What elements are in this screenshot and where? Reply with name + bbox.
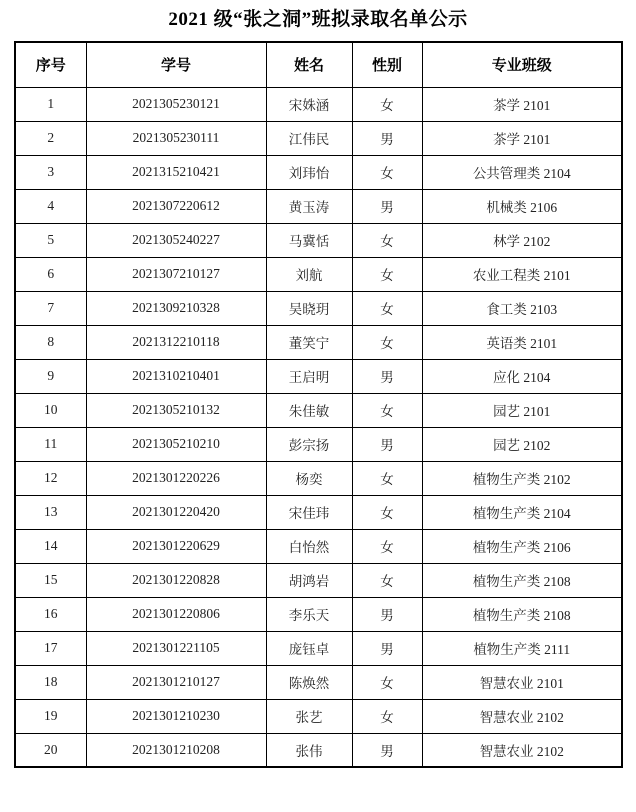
cell-index: 4 — [15, 189, 86, 223]
cell-index: 18 — [15, 665, 86, 699]
cell-gender: 女 — [352, 393, 422, 427]
table-row — [15, 529, 622, 563]
cell-gender: 女 — [352, 155, 422, 189]
cell-major-class: 食工类 2103 — [422, 291, 622, 325]
table-row — [15, 257, 622, 291]
cell-student-id: 2021301221105 — [86, 631, 266, 665]
cell-student-id: 2021301220420 — [86, 495, 266, 529]
cell-index: 11 — [15, 427, 86, 461]
cell-major-class: 智慧农业 2101 — [422, 665, 622, 699]
cell-student-id: 2021305240227 — [86, 223, 266, 257]
cell-name: 刘玮怡 — [266, 155, 352, 189]
cell-gender: 女 — [352, 257, 422, 291]
admission-table-body — [15, 87, 622, 767]
table-row — [15, 461, 622, 495]
cell-gender: 女 — [352, 461, 422, 495]
cell-name: 彭宗扬 — [266, 427, 352, 461]
table-row — [15, 427, 622, 461]
cell-gender: 女 — [352, 291, 422, 325]
cell-index: 9 — [15, 359, 86, 393]
header-gender: 性别 — [352, 42, 422, 87]
cell-gender: 男 — [352, 427, 422, 461]
table-header — [15, 42, 622, 87]
cell-name: 刘航 — [266, 257, 352, 291]
cell-index: 12 — [15, 461, 86, 495]
header-major-class: 专业班级 — [422, 42, 622, 87]
cell-student-id: 2021301210127 — [86, 665, 266, 699]
cell-index: 15 — [15, 563, 86, 597]
cell-name: 张伟 — [266, 733, 352, 767]
cell-student-id: 2021305230111 — [86, 121, 266, 155]
cell-index: 3 — [15, 155, 86, 189]
cell-name: 朱佳敏 — [266, 393, 352, 427]
cell-major-class: 林学 2102 — [422, 223, 622, 257]
cell-name: 宋姝涵 — [266, 87, 352, 121]
page-title: 2021 级“张之洞”班拟录取名单公示 — [168, 9, 468, 30]
table-row — [15, 597, 622, 631]
cell-student-id: 2021310210401 — [86, 359, 266, 393]
cell-gender: 女 — [352, 223, 422, 257]
cell-major-class: 植物生产类 2104 — [422, 495, 622, 529]
cell-name: 董笑宁 — [266, 325, 352, 359]
cell-index: 20 — [15, 733, 86, 767]
table-row — [15, 631, 622, 665]
cell-student-id: 2021301220828 — [86, 563, 266, 597]
cell-student-id: 2021315210421 — [86, 155, 266, 189]
cell-major-class: 英语类 2101 — [422, 325, 622, 359]
cell-index: 14 — [15, 529, 86, 563]
table-row — [15, 121, 622, 155]
cell-major-class: 机械类 2106 — [422, 189, 622, 223]
cell-student-id: 2021305210210 — [86, 427, 266, 461]
cell-name: 宋佳玮 — [266, 495, 352, 529]
cell-gender: 女 — [352, 665, 422, 699]
cell-gender: 女 — [352, 699, 422, 733]
cell-name: 白怡然 — [266, 529, 352, 563]
table-row — [15, 495, 622, 529]
table-row — [15, 393, 622, 427]
header-index: 序号 — [15, 42, 86, 87]
cell-name: 杨奕 — [266, 461, 352, 495]
cell-major-class: 公共管理类 2104 — [422, 155, 622, 189]
cell-major-class: 智慧农业 2102 — [422, 699, 622, 733]
table-row — [15, 359, 622, 393]
cell-gender: 女 — [352, 495, 422, 529]
cell-name: 张艺 — [266, 699, 352, 733]
header-student-id: 学号 — [86, 42, 266, 87]
cell-name: 黄玉涛 — [266, 189, 352, 223]
cell-index: 6 — [15, 257, 86, 291]
cell-major-class: 植物生产类 2106 — [422, 529, 622, 563]
cell-index: 17 — [15, 631, 86, 665]
cell-gender: 女 — [352, 529, 422, 563]
cell-index: 19 — [15, 699, 86, 733]
table-row — [15, 223, 622, 257]
cell-gender: 男 — [352, 189, 422, 223]
cell-student-id: 2021305230121 — [86, 87, 266, 121]
cell-major-class: 智慧农业 2102 — [422, 733, 622, 767]
table-row — [15, 699, 622, 733]
cell-name: 江伟民 — [266, 121, 352, 155]
cell-name: 庞钰卓 — [266, 631, 352, 665]
cell-index: 7 — [15, 291, 86, 325]
cell-gender: 女 — [352, 563, 422, 597]
cell-student-id: 2021312210118 — [86, 325, 266, 359]
cell-name: 王启明 — [266, 359, 352, 393]
admission-table — [14, 41, 623, 768]
cell-student-id: 2021307220612 — [86, 189, 266, 223]
cell-index: 8 — [15, 325, 86, 359]
cell-gender: 男 — [352, 631, 422, 665]
cell-index: 13 — [15, 495, 86, 529]
cell-major-class: 植物生产类 2108 — [422, 597, 622, 631]
header-name: 姓名 — [266, 42, 352, 87]
cell-major-class: 园艺 2101 — [422, 393, 622, 427]
table-row — [15, 87, 622, 121]
cell-index: 2 — [15, 121, 86, 155]
cell-major-class: 茶学 2101 — [422, 121, 622, 155]
cell-gender: 男 — [352, 597, 422, 631]
cell-major-class: 茶学 2101 — [422, 87, 622, 121]
cell-gender: 男 — [352, 359, 422, 393]
table-row — [15, 563, 622, 597]
header-row — [15, 42, 622, 87]
cell-student-id: 2021301220806 — [86, 597, 266, 631]
table-row — [15, 733, 622, 767]
cell-student-id: 2021309210328 — [86, 291, 266, 325]
cell-name: 陈焕然 — [266, 665, 352, 699]
table-row — [15, 189, 622, 223]
cell-major-class: 植物生产类 2102 — [422, 461, 622, 495]
cell-name: 李乐天 — [266, 597, 352, 631]
cell-gender: 女 — [352, 325, 422, 359]
cell-name: 胡鸿岩 — [266, 563, 352, 597]
cell-name: 吴晓玥 — [266, 291, 352, 325]
cell-student-id: 2021301220226 — [86, 461, 266, 495]
cell-major-class: 农业工程类 2101 — [422, 257, 622, 291]
cell-student-id: 2021301210208 — [86, 733, 266, 767]
cell-index: 5 — [15, 223, 86, 257]
cell-major-class: 园艺 2102 — [422, 427, 622, 461]
table-row — [15, 665, 622, 699]
table-row — [15, 155, 622, 189]
cell-major-class: 应化 2104 — [422, 359, 622, 393]
cell-name: 马冀恬 — [266, 223, 352, 257]
cell-student-id: 2021301210230 — [86, 699, 266, 733]
cell-index: 16 — [15, 597, 86, 631]
cell-gender: 男 — [352, 733, 422, 767]
cell-student-id: 2021307210127 — [86, 257, 266, 291]
cell-index: 10 — [15, 393, 86, 427]
cell-major-class: 植物生产类 2108 — [422, 563, 622, 597]
cell-student-id: 2021301220629 — [86, 529, 266, 563]
table-row — [15, 325, 622, 359]
table-row — [15, 291, 622, 325]
cell-index: 1 — [15, 87, 86, 121]
cell-gender: 女 — [352, 87, 422, 121]
cell-gender: 男 — [352, 121, 422, 155]
cell-major-class: 植物生产类 2111 — [422, 631, 622, 665]
cell-student-id: 2021305210132 — [86, 393, 266, 427]
